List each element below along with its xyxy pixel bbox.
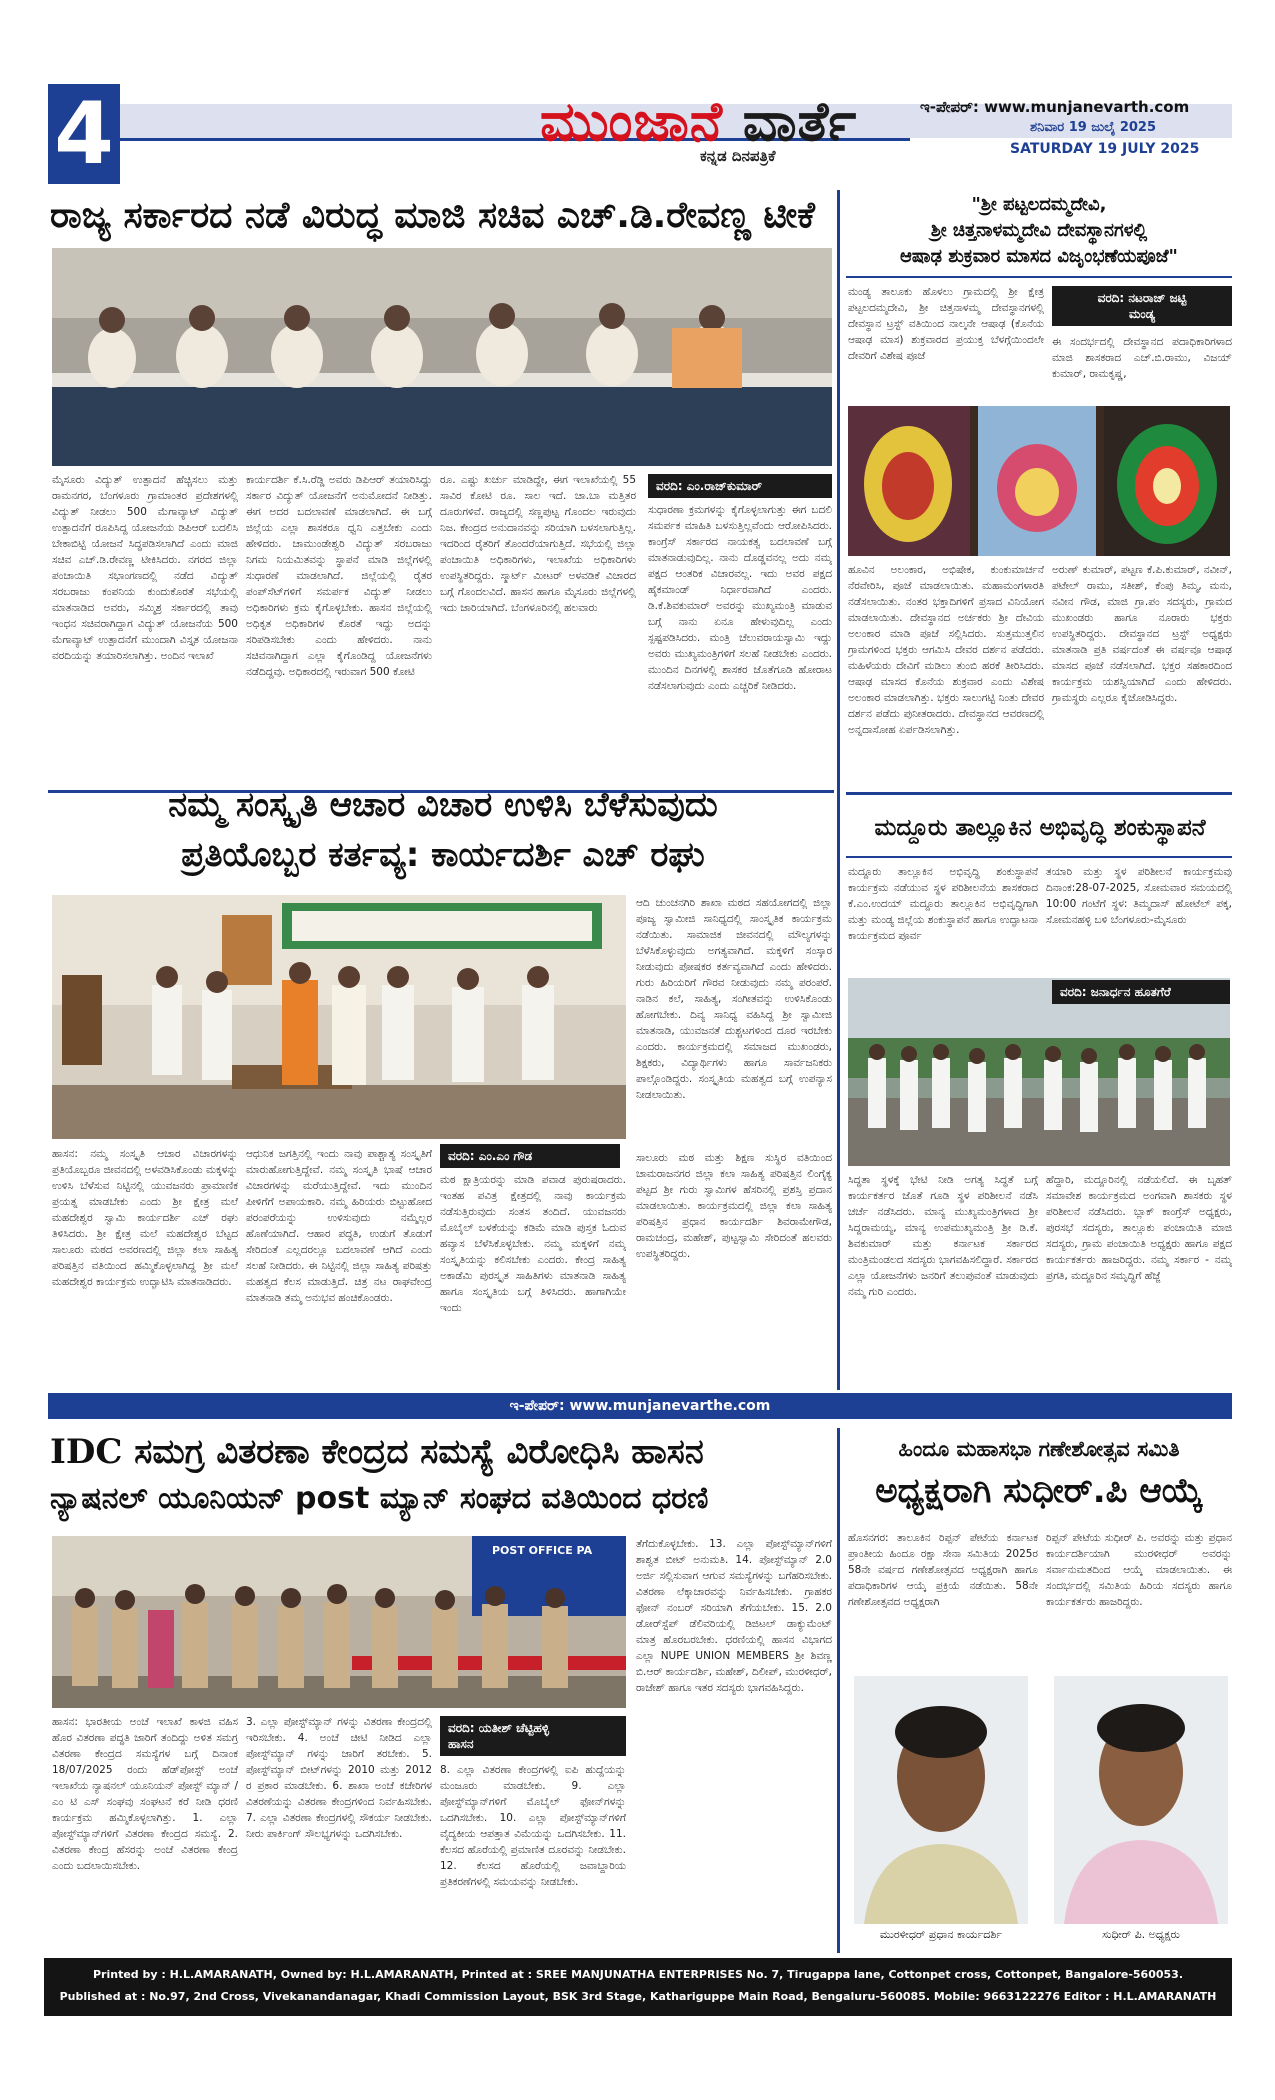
story6-column-2: ರಿಪ್ಪನ್ ಪೇಟೆಯ ಸುಧೀರ್ ಪಿ. ಅವರನ್ನು ಮತ್ತು ಪ್ರಧಾನ ಕಾರ್ಯದರ್ಶಿಯಾಗಿ ಮುರಳೀಧರ್ ಅವರನ್ನು ಸರ್ವಾನುಮತದಿಂದ ಆಯ್ಕೆ ಮಾಡಲಾಯಿತು. ಈ ಸಂದರ್ಭದಲ್ಲಿ ಸಮಿತಿಯ ಹಿರಿಯ ಸದಸ್ಯರು ಹಾಗೂ ಕಾರ್ಯಕರ್ತರು ಹಾಜರಿದ್ದರು. <box>1046 1532 1232 1608</box>
story3-headline <box>50 780 836 880</box>
story5-column-4b <box>636 1714 832 1952</box>
story5-byline <box>440 1716 626 1756</box>
page-number: 4 <box>48 84 120 184</box>
story2-column-1a: ಮಂಡ್ಯ ತಾಲೂಕು ಹೊಳಲು ಗ್ರಾಮದಲ್ಲಿ ಶ್ರೀ ಕ್ಷೇತ್ರ ಪಟ್ಟಲದಮ್ಮದೇವಿ, ಶ್ರೀ ಚಿತ್ತನಾಳಮ್ಮ ದೇವಸ್ಥಾನಗಳಲ್ಲಿ ದೇವಸ್ಥಾನ ಟ್ರಸ್ಟ್ ವತಿಯಿಂದ ನಾಲ್ಕನೇ ಆಷಾಢ (ಕೊನೆಯ ಆಷಾಢ ಮಾಸ) ಶುಕ್ರವಾರದ ಪ್ರಯುಕ್ತ ಬೆಳಗ್ಗೆಯಿಂದಲೇ ದೇವರಿಗೆ ವಿಶೇಷ ಪೂಜೆ <box>848 286 1044 362</box>
newspaper-subtitle: ಕನ್ನಡ ದಿನಪತ್ರಿಕೆ <box>700 147 776 165</box>
story4-column-2a: ತಯಾರಿ ಮತ್ತು ಸ್ಥಳ ಪರಿಶೀಲನೆ ಕಾರ್ಯಕ್ರಮವು ದಿನಾಂಕ:28-07-2025, ಸೋಮವಾರ ಸಮಯದಲ್ಲಿ 10:00 ಗಂಟೆಗೆ ಸ್ಥಳ: ತಿಮ್ಮದಾಸ್ ಹೋಟೆಲ್ ಪಕ್ಕ, ಸೋಮನಹಳ್ಳಿ ಬಳಿ ಬೆಂಗಳೂರು-ಮೈಸೂರು <box>1046 866 1232 926</box>
epaper-link[interactable]: ಇ-ಪೇಪರ್: www.munjanevarth.com <box>920 98 1190 116</box>
story1-byline: ವರದಿ: ಎಂ.ರಾಜ್‌ಕುಮಾರ್ <box>648 474 832 498</box>
story1-photo <box>52 248 832 466</box>
footer-imprint <box>44 1958 1232 2016</box>
story3-byline: ವರದಿ: ಎಂ.ಎಂ ಗೌಡ <box>440 1144 620 1168</box>
story3-headline-line-1: ನಮ್ಮ ಸಂಸ್ಕೃತಿ ಆಚಾರ ವಿಚಾರ ಉಳಿಸಿ ಬೆಳೆಸುವುದು <box>168 785 718 825</box>
story5-column-1: ಹಾಸನ: ಭಾರತೀಯ ಅಂಚೆ ಇಲಾಖೆ ಕಾಳಜಿ ವಹಿಸ ಹೊರ ವಿತರಣಾ ಪದ್ಧತಿ ಜಾರಿಗೆ ತಂದಿದ್ದು ಅಳಿತ ಸಮಗ್ರ ವಿತರಣಾ ಕೇಂದ್ರದ ಸಮಸ್ಯೆಗಳ ಬಗ್ಗೆ ದಿನಾಂಕ 18/07/2025 ರಂದು ಹೆಡ್‌ಪೋಸ್ಟ್ ಅಂಚೆ ಇಲಾಖೆಯ ನ್ಯಾಷನಲ್ ಯೂನಿಯನ್ ಪೋಸ್ಟ್ ಮ್ಯಾನ್ / ಎಂ ಟಿ ಎಸ್ ಸಂಘವು ಸಂಘಟನೆ ಕರೆ ನೀಡಿ ಧರಣಿ ಕಾರ್ಯಕ್ರಮ ಹಮ್ಮಿಕೊಳ್ಳಲಾಗಿತ್ತು. 1. ಎಲ್ಲಾ ಪೋಸ್ಟ್‌ಮ್ಯಾನ್‌ಗಳಿಗೆ ವಿತರಣಾ ಕೇಂದ್ರದ ಸಮಸ್ಯೆ. 2. ವಿತರಣಾ ಕೇಂದ್ರ ಹೆಸರನ್ನು ಅಂಚೆ ವಿತರಣಾ ಕೇಂದ್ರ ಎಂದು ಬದಲಾಯಿಸಬೇಕು. <box>52 1716 238 1872</box>
column-divider <box>837 190 840 1390</box>
story2-headline <box>846 192 1232 270</box>
story4-photo <box>848 978 1230 1166</box>
story1-column-4: ಸುಧಾರಣಾ ಕ್ರಮಗಳನ್ನು ಕೈಗೊಳ್ಳಲಾಗುತ್ತು ಈಗ ಬದಲಿ ಸಮರ್ಪಕ ಮಾಹಿತಿ ಬಳಸುತ್ತಿಲ್ಲವೆಂದು ಆರೋಪಿಸಿದರು. ಕಾಂಗ್ರೆಸ್ ಸರ್ಕಾರದ ನಾಯಕತ್ವ ಬದಲಾವಣೆ ಬಗ್ಗೆ ಮಾತನಾಡುವುದಿಲ್ಲ. ನಾನು ದೊಡ್ಡವನಲ್ಲ ಅದು ನಮ್ಮ ಪಕ್ಷದ ಆಂತರಿಕ ವಿಚಾರವಲ್ಲ. ಇದು ಅವರ ಪಕ್ಷದ ಹೈಕಮಾಂಡ್ ನಿರ್ಧಾರವಾಗಿದೆ ಎಂದರು. ಡಿ.ಕೆ.ಶಿವಕುಮಾರ್ ಅವರನ್ನು ಮುಖ್ಯಮಂತ್ರಿ ಮಾಡುವ ಬಗ್ಗೆ ನಾನು ಏನೂ ಹೇಳುವುದಿಲ್ಲ ಎಂದು ಸ್ಪಷ್ಟಪಡಿಸಿದರು. ಮಂತ್ರಿ ಚೆಲುವರಾಯಸ್ವಾಮಿ ಇದ್ದು ಅವರು ಮುಖ್ಯಮಂತ್ರಿಗಳಿಗೆ ಸಲಹೆ ನೀಡಬೇಕು ಎಂದರು. ಮುಂದಿನ ದಿನಗಳಲ್ಲಿ ಶಾಸಕರ ಜೊತೆಗೂಡಿ ಹೋರಾಟ ನಡೆಸಲಾಗುವುದು ಎಂದು ಎಚ್ಚರಿಕೆ ನೀಡಿದರು. <box>648 504 832 692</box>
story6-photo-right <box>1054 1676 1228 1924</box>
story5-byline-line-1: ವರದಿ: ಯತೀಶ್ ಚೆಟ್ಟಿಹಳ್ಳಿ <box>448 1721 550 1735</box>
story4-column-1a: ಮದ್ದೂರು ತಾಲ್ಲೂಕಿನ ಅಭಿವೃದ್ಧಿ ಶಂಕುಸ್ಥಾಪನೆ ಕಾರ್ಯಕ್ರಮ ನಡೆಯುವ ಸ್ಥಳ ಪರಿಶೀಲನೆಯ ಶಾಸಕರಾದ ಕೆ.ಎಂ.ಉದಯ್ ಮದ್ದೂರು ತಾಲ್ಲೂಕಿನ ಅಭಿವೃದ್ಧಿಗಾಗಿ ಮತ್ತು ಮಂಡ್ಯ ಜಿಲ್ಲೆಯ ಶಂಕುಸ್ಥಾಪನೆ ಹಾಗೂ ಉದ್ಘಾಟನಾ ಕಾರ್ಯಕ್ರಮದ ಪೂರ್ವ <box>848 866 1038 942</box>
story4-rule <box>846 856 1232 858</box>
story2-column-2b: ಅರುಣ್ ಕುಮಾರ್, ಪಟ್ಟಣ ಕೆ.ಪಿ.ಕುಮಾರ್, ನವೀನ್, ಪಟೇಲ್ ರಾಮು, ಸತೀಶ್, ಕೆಂಪು ತಿಮ್ಮ, ಮನು, ನವೀನ ಗೌಡ, ಮಾಜಿ ಗ್ರಾ.ಪಂ ಸದಸ್ಯರು, ಗ್ರಾಮದ ಮುಖಂಡರು ಹಾಗೂ ನೂರಾರು ಭಕ್ತರು ಉಪಸ್ಥಿತರಿದ್ದರು. ದೇವಸ್ಥಾನದ ಟ್ರಸ್ಟ್ ಅಧ್ಯಕ್ಷರು ಮಾತನಾಡಿ ಪ್ರತಿ ವರ್ಷದಂತೆ ಈ ವರ್ಷವೂ ಆಷಾಢ ಮಾಸದ ಪೂಜೆ ನಡೆಸಲಾಗಿದೆ. ಭಕ್ತರ ಸಹಕಾರದಿಂದ ಕಾರ್ಯಕ್ರಮ ಯಶಸ್ವಿಯಾಗಿದೆ ಎಂದು ಹೇಳಿದರು. ಗ್ರಾಮಸ್ಥರು ಎಲ್ಲರೂ ಕೈಜೋಡಿಸಿದ್ದರು. <box>1052 564 1232 704</box>
story2-photo <box>848 406 1230 556</box>
story1-column-2: ಕಾರ್ಯದರ್ಶಿ ಕೆ.ಸಿ.ರೆಡ್ಡಿ ಅವರು ಡಿಪಿಆರ್ ತಯಾರಿಸಿದ್ದು ಸರ್ಕಾರ ವಿದ್ಯುತ್ ಯೋಜನೆಗೆ ಅನುಮೋದನೆ ನೀಡಿತ್ತು. ಈಗ ಅದರ ಬದಲಾವಣೆ ಮಾಡಲಾಗಿದೆ. ಈ ಬಗ್ಗೆ ಜಿಲ್ಲೆಯ ಎಲ್ಲಾ ಶಾಸಕರೂ ಧ್ವನಿ ಎತ್ತಬೇಕು ಎಂದು ಹೇಳಿದರು. ಚಾಮುಂಡೇಶ್ವರಿ ವಿದ್ಯುತ್ ಸರಬರಾಜು ನಿಗಮ ನಿಯಮಿತವನ್ನು ಸ್ಥಾಪನೆ ಮಾಡಿ ಜಿಲ್ಲೆಗಳಲ್ಲಿ ಸುಧಾರಣೆ ಮಾಡಲಾಗಿದೆ. ಜಿಲ್ಲೆಯಲ್ಲಿ ರೈತರ ಪಂಪ್‌ಸೆಟ್‌ಗಳಿಗೆ ಸಮರ್ಪಕ ವಿದ್ಯುತ್ ನೀಡಲು ಅಧಿಕಾರಿಗಳು ಕ್ರಮ ಕೈಗೊಳ್ಳಬೇಕು. ಹಾಸನ ಜಿಲ್ಲೆಯಲ್ಲಿ ಅಧಿಕೃತ ಅಧಿಕಾರಿಗಳ ಕೊರತೆ ಇದ್ದು ಅದನ್ನು ಸರಿಪಡಿಸಬೇಕು ಎಂದು ಹೇಳಿದರು. ನಾನು ಸಚಿವನಾಗಿದ್ದಾಗ ಎಲ್ಲಾ ಕೈಗೊಂಡಿದ್ದ ಯೋಜನೆಗಳು ನಡೆದಿದ್ದವು. ಅಧಿಕಾರದಲ್ಲಿ ಇರುವಾಗ 500 ಕೋಟಿ <box>246 474 432 678</box>
story3-column-4: ಸಾಲೂರು ಮಠ ಮತ್ತು ಶಿಕ್ಷಣ ಸುಸ್ಥಿರ ವತಿಯಿಂದ ಚಾಮರಾಜನಗರ ಜಿಲ್ಲಾ ಕಲಾ ಸಾಹಿತ್ಯ ಪರಿಷತ್ತಿನ ಲಿಂಗೈಕ್ಯ ಪಟ್ಟದ ಶ್ರೀ ಗುರು ಸ್ವಾಮಿಗಳ ಹೆಸರಿನಲ್ಲಿ ಪ್ರಶಸ್ತಿ ಪ್ರದಾನ ಮಾಡಲಾಯಿತು. ಕಾರ್ಯಕ್ರಮದಲ್ಲಿ ಜಿಲ್ಲಾ ಕಲಾ ಸಾಹಿತ್ಯ ಪರಿಷತ್ತಿನ ಪ್ರಧಾನ ಕಾರ್ಯದರ್ಶಿ ಶಿವರಾಮೇಗೌಡ, ರಾಮಚಂದ್ರ, ಮಹೇಶ್, ಪುಟ್ಟಸ್ವಾಮಿ ಸೇರಿದಂತೆ ಹಲವರು ಉಪಸ್ಥಿತರಿದ್ದರು. <box>636 1152 832 1260</box>
story2-headline-line-1: "ಶ್ರೀ ಪಟ್ಟಲದಮ್ಮದೇವಿ, <box>971 194 1107 215</box>
story5-byline-line-2: ಹಾಸನ <box>448 1737 474 1751</box>
newspaper-title <box>540 92 857 152</box>
story2-column-2a: ಈ ಸಂದರ್ಭದಲ್ಲಿ ದೇವಸ್ಥಾನದ ಪದಾಧಿಕಾರಿಗಳಾದ ಮಾಜಿ ಶಾಸಕರಾದ ಎಚ್.ಬಿ.ರಾಮು, ವಿಜಯ್ ಕುಮಾರ್, ರಾಮಕೃಷ್ಣ, <box>1052 336 1232 380</box>
story5-headline-line-2: ನ್ಯಾಷನಲ್ ಯೂನಿಯನ್ post ಮ್ಯಾನ್ ಸಂಘದ ವತಿಯಿಂದ ಧರಣಿ <box>50 1481 709 1516</box>
story2-headline-line-2: ಶ್ರೀ ಚಿತ್ತನಾಳಮ್ಮದೇವಿ ದೇವಸ್ಥಾನಗಳಲ್ಲಿ <box>930 220 1148 241</box>
story3-column-1: ಹಾಸನ: ನಮ್ಮ ಸಂಸ್ಕೃತಿ ಆಚಾರ ವಿಚಾರಗಳನ್ನು ಪ್ರತಿಯೊಬ್ಬರೂ ಜೀವನದಲ್ಲಿ ಅಳವಡಿಸಿಕೊಂಡು ಮಕ್ಕಳನ್ನು ಉಳಿಸಿ ಬೆಳೆಸುವ ನಿಟ್ಟಿನಲ್ಲಿ ಯುವಜನರು ಪ್ರಾಮಾಣಿಕ ಪ್ರಯತ್ನ ಮಾಡಬೇಕು ಎಂದು ಶ್ರೀ ಕ್ಷೇತ್ರ ಮಲೆ ಮಹದೇಶ್ವರ ಸ್ವಾಮಿ ಕಾರ್ಯದರ್ಶಿ ಎಚ್ ರಘು ತಿಳಿಸಿದರು. ಶ್ರೀ ಕ್ಷೇತ್ರ ಮಲೆ ಮಹದೇಶ್ವರ ಬೆಟ್ಟದ ಸಾಲೂರು ಮಠದ ಅವರಣದಲ್ಲಿ ಜಿಲ್ಲಾ ಕಲಾ ಸಾಹಿತ್ಯ ಪರಿಷತ್ತಿನ ವತಿಯಿಂದ ಹಮ್ಮಿಕೊಳ್ಳಲಾಗಿದ್ದ ಶ್ರೀ ಮಲೆ ಮಹದೇಶ್ವರ ಕಾರ್ಯಕ್ರಮ ಉದ್ಘಾಟಿಸಿ ಮಾತನಾಡಿದರು. <box>52 1148 238 1288</box>
title-part-2: ವಾರ್ತೆ <box>742 90 858 153</box>
story6-caption-right: ಸುಧೀರ್ ಪಿ. ಅಧ್ಯಕ್ಷರು <box>1054 1926 1228 1944</box>
story1-column-1: ಮೈಸೂರು ವಿದ್ಯುತ್ ಉತ್ಪಾದನೆ ಹೆಚ್ಚಿಸಲು ಮತ್ತು ರಾಮನಗರ, ಬೆಂಗಳೂರು ಗ್ರಾಮಾಂತರ ಪ್ರದೇಶಗಳಲ್ಲಿ ವಿದ್ಯುತ್ ನೀಡಲು 500 ಮೆಗಾವ್ಯಾಟ್ ವಿದ್ಯುತ್ ಉತ್ಪಾದನೆಗೆ ರೂಪಿಸಿದ್ದ ಯೋಜನೆಯ ಡಿಪಿಆರ್ ಬದಲಿಸಿ ಬೇಕಾಬಿಟ್ಟಿ ಯೋಜನೆ ಸಿದ್ಧಪಡಿಸಲಾಗಿದೆ ಎಂದು ಮಾಜಿ ಸಚಿವ ಎಚ್.ಡಿ.ರೇವಣ್ಣ ಟೀಕಿಸಿದರು. ನಗರದ ಜಿಲ್ಲಾ ಪಂಚಾಯಿತಿ ಸಭಾಂಗಣದಲ್ಲಿ ನಡೆದ ವಿದ್ಯುತ್ ಸರಬರಾಜು ಕಂಪನಿಯ ಕುಂದುಕೊರತೆ ಸಭೆಯಲ್ಲಿ ಮಾತನಾಡಿದ ಅವರು, ಸಮ್ಮಿಶ್ರ ಸರ್ಕಾರದಲ್ಲಿ ತಾವು ಇಂಧನ ಸಚಿವರಾಗಿದ್ದಾಗ ವಿದ್ಯುತ್ ಯೋಜನೆಯ 500 ಮೆಗಾವ್ಯಾಟ್ ಉತ್ಪಾದನೆಗೆ ಮುಂದಾಗಿ ವಿಸ್ತೃತ ಯೋಜನಾ ವರದಿಯನ್ನು ತಯಾರಿಸಲಾಗಿತ್ತು. ಅಂದಿನ ಇಲಾಖೆ <box>52 474 238 662</box>
story3-column-3: ಮಠ ಕ್ಷಾತ್ರಿಯರನ್ನು ಮಾಡಿ ಪವಾಡ ಪುರುಷರಾದರು. ಇಂತಹ ಪವಿತ್ರ ಕ್ಷೇತ್ರದಲ್ಲಿ ನಾವು ಕಾರ್ಯಕ್ರಮ ನಡೆಸುತ್ತಿರುವುದು ಸಂತಸ ತಂದಿದೆ. ಯುವಜನರು ಮೊಬೈಲ್ ಬಳಕೆಯನ್ನು ಕಡಿಮೆ ಮಾಡಿ ಪುಸ್ತಕ ಓದುವ ಹವ್ಯಾಸ ಬೆಳೆಸಿಕೊಳ್ಳಬೇಕು. ನಮ್ಮ ಮಕ್ಕಳಿಗೆ ನಮ್ಮ ಸಂಸ್ಕೃತಿಯನ್ನು ಕಲಿಸಬೇಕು ಎಂದರು. ಕೇಂದ್ರ ಸಾಹಿತ್ಯ ಅಕಾಡೆಮಿ ಪುರಸ್ಕೃತ ಸಾಹಿತಿಗಳು ಮಾತನಾಡಿ ಸಾಹಿತ್ಯ ಹಾಗೂ ಸಂಸ್ಕೃತಿಯ ಬಗ್ಗೆ ತಿಳಿಸಿದರು. ಹಾಗಾಗಿಯೇ ಇಂದು <box>440 1174 626 1314</box>
story5-column-3: 8. ಎಲ್ಲಾ ವಿತರಣಾ ಕೇಂದ್ರಗಳಲ್ಲಿ ಐಪಿ ಹುದ್ದೆಯನ್ನು ಮಂಜೂರು ಮಾಡಬೇಕು. 9. ಎಲ್ಲಾ ಪೋಸ್ಟ್‌ಮ್ಯಾನ್‌ಗಳಿಗೆ ಮೊಬೈಲ್ ಫೋನ್‌ಗಳನ್ನು ಒದಗಿಸಬೇಕು. 10. ಎಲ್ಲಾ ಪೋಸ್ಟ್‌ಮ್ಯಾನ್‌ಗಳಿಗೆ ವೈದ್ಯಕೀಯ ಆಪತ್ತಾತ ವಿಮೆಯನ್ನು ಒದಗಿಸಬೇಕು. 11. ಕೆಲಸದ ಹೊರೆಯಲ್ಲಿ ಪ್ರಮಾಣಿತ ದೂರವನ್ನು ನೀಡಬೇಕು. 12. ಕೆಲಸದ ಹೊರೆಯಲ್ಲಿ ಜವಾಬ್ದಾರಿಯ ಪ್ರತಿಕರಣೆಗಳಲ್ಲಿ ಸಮಯವನ್ನು ನೀಡಬೇಕು. <box>440 1764 626 1888</box>
story2-byline-line-2: ಮಂಡ್ಯ <box>1128 307 1156 321</box>
column-divider-lower <box>837 1428 840 1953</box>
story3-headline-line-2: ಪ್ರತಿಯೊಬ್ಬರ ಕರ್ತವ್ಯ: ಕಾರ್ಯದರ್ಶಿ ಎಚ್ ರಘು <box>181 835 705 875</box>
footer-printed-by: Printed by : H.L.AMARANATH, Owned by: H.L.AMARANATH, Printed at : SREE MANJUNATHA ENTERPRISES No. 7, Tirugappa lane, Cottonpet cross, Cottonpet, Bangalore-560053. <box>92 1968 1183 1981</box>
title-part-1: ಮುಂಜಾನೆ <box>540 90 723 153</box>
story2-column-1b: ಹೂವಿನ ಅಲಂಕಾರ, ಅಭಿಷೇಕ, ಕುಂಕುಮಾರ್ಚನೆ ನೆರವೇರಿಸಿ, ಪೂಜೆ ಮಾಡಲಾಯಿತು. ಮಹಾಮಂಗಳಾರತಿ ನಡೆಸಲಾಯಿತು. ನಂತರ ಭಕ್ತಾದಿಗಳಿಗೆ ಪ್ರಸಾದ ವಿನಿಯೋಗ ಮಾಡಲಾಯಿತು. ದೇವಸ್ಥಾನದ ಅರ್ಚಕರು ಶ್ರೀ ದೇವಿಯ ಅಲಂಕಾರ ಮಾಡಿ ಪೂಜೆ ಸಲ್ಲಿಸಿದರು. ಸುತ್ತಮುತ್ತಲಿನ ಗ್ರಾಮಗಳಿಂದ ಭಕ್ತರು ಆಗಮಿಸಿ ದೇವರ ದರ್ಶನ ಪಡೆದರು. ಮಹಿಳೆಯರು ದೇವಿಗೆ ಮಡಿಲು ತುಂಬಿ ಹರಕೆ ತೀರಿಸಿದರು. ಆಷಾಢ ಮಾಸದ ಕೊನೆಯ ಶುಕ್ರವಾರ ಎಂದು ವಿಶೇಷ ಅಲಂಕಾರ ಮಾಡಲಾಗಿತ್ತು. ಭಕ್ತರು ಸಾಲುಗಟ್ಟಿ ನಿಂತು ದೇವರ ದರ್ಶನ ಪಡೆದು ಪುನೀತರಾದರು. ದೇವಸ್ಥಾನದ ಆವರಣದಲ್ಲಿ ಅನ್ನದಾಸೋಹ ಏರ್ಪಡಿಸಲಾಗಿತ್ತು. <box>848 564 1044 736</box>
story2-headline-line-3: ಆಷಾಢ ಶುಕ್ರವಾರ ಮಾಸದ ವಿಜೃಂಭಣೆಯಪೂಜೆ" <box>900 246 1178 267</box>
story4-headline: ಮದ್ದೂರು ತಾಲ್ಲೂಕಿನ ಅಭಿವೃದ್ಧಿ ಶಂಕುಸ್ಥಾಪನೆ <box>874 815 1206 841</box>
story6-headline <box>846 1432 1232 1516</box>
story5-column-2: 3. ಎಲ್ಲಾ ಪೋಸ್ಟ್‌ಮ್ಯಾನ್ ಗಳನ್ನು ವಿತರಣಾ ಕೇಂದ್ರದಲ್ಲಿ ಇರಿಸಬೇಕು. 4. ಅಂಚೆ ಚೀಟಿ ನೀಡಿದ ಎಲ್ಲಾ ಪೋಸ್ಟ್‌ಮ್ಯಾನ್ ಗಳನ್ನು ಜಾರಿಗೆ ತರಬೇಕು. 5. ಪೋಸ್ಟ್‌ಮ್ಯಾನ್ ಬೀಟ್‌ಗಳನ್ನು 2010 ಮತ್ತು 2012 ರ ಪ್ರಕಾರ ಮಾಡಬೇಕು. 6. ಶಾಖಾ ಅಂಚೆ ಕಚೇರಿಗಳ ವಿತರಣೆಯನ್ನು ವಿತರಣಾ ಕೇಂದ್ರಗಳಿಂದ ನಿರ್ವಹಿಸಬೇಕು. 7. ಎಲ್ಲಾ ವಿತರಣಾ ಕೇಂದ್ರಗಳಲ್ಲಿ ಸೌಕರ್ಯ ನೀಡಬೇಕು. ನೀರು ಪಾರ್ಕಿಂಗ್ ಸೌಲಭ್ಯಗಳನ್ನು ಒದಗಿಸಬೇಕು. <box>246 1716 432 1840</box>
story6-headline-line-1: ಹಿಂದೂ ಮಹಾಸಭಾ ಗಣೇಶೋತ್ಸವ ಸಮಿತಿ <box>898 1437 1180 1461</box>
story2-rule <box>846 276 1232 278</box>
story6-photo-left <box>854 1676 1028 1924</box>
date-english: SATURDAY 19 JULY 2025 <box>1010 141 1200 157</box>
story5-photo-sign: POST OFFICE PA <box>492 1544 593 1557</box>
story3-photo <box>52 895 626 1139</box>
story2-byline-line-1: ವರದಿ: ನಟರಾಜ್ ಜಟ್ಟಿ <box>1097 291 1187 305</box>
story5-headline-line-1: IDC ಸಮಗ್ರ ವಿತರಣಾ ಕೇಂದ್ರದ ಸಮಸ್ಯೆ ವಿರೋಧಿಸಿ ಹಾಸನ <box>50 1432 704 1472</box>
story1-column-3: ರೂ. ಎಷ್ಟು ಖರ್ಚು ಮಾಡಿದ್ದೇ, ಈಗ ಇಲಾಖೆಯಲ್ಲಿ 55 ಸಾವಿರ ಕೋಟಿ ರೂ. ಸಾಲ ಇದೆ. ಚಾ.ಬಾ ಮತ್ತಿತರ ದೂರುಗಳಿವೆ. ರಾಜ್ಯದಲ್ಲಿ ಸಣ್ಣಪುಟ್ಟ ಗೊಂದಲ ಇರುವುದು ನಿಜ. ಕೇಂದ್ರದ ಅನುದಾನವನ್ನು ಸರಿಯಾಗಿ ಬಳಸಲಾಗುತ್ತಿಲ್ಲ. ಇದರಿಂದ ರೈತರಿಗೆ ತೊಂದರೆಯಾಗುತ್ತಿದೆ. ಸಭೆಯಲ್ಲಿ ಜಿಲ್ಲಾ ಪಂಚಾಯಿತಿ ಅಧಿಕಾರಿಗಳು, ಇಲಾಖೆಯ ಅಧಿಕಾರಿಗಳು ಉಪಸ್ಥಿತರಿದ್ದರು. ಸ್ಮಾರ್ಟ್ ಮೀಟರ್ ಅಳವಡಿಕೆ ವಿಚಾರದ ಬಗ್ಗೆ ಗೊಂದಲವಿದೆ. ಹಾಸನ ಹಾಗೂ ಮೈಸೂರು ಜಿಲ್ಲೆಗಳಲ್ಲಿ ಇದು ಜಾರಿಯಾಗಿದೆ. ಬೆಂಗಳೂರಿನಲ್ಲಿ ಹಲವಾರು <box>440 474 636 614</box>
story3-column-2: ಆಧುನಿಕ ಜಗತ್ತಿನಲ್ಲಿ ಇಂದು ನಾವು ಪಾಶ್ಚಾತ್ಯ ಸಂಸ್ಕೃತಿಗೆ ಮಾರುಹೋಗುತ್ತಿದ್ದೇವೆ. ನಮ್ಮ ಸಂಸ್ಕೃತಿ ಭಾಷೆ ಆಚಾರ ವಿಚಾರಗಳನ್ನು ಮರೆಯುತ್ತಿದ್ದೇವೆ. ಇದು ಮುಂದಿನ ಪೀಳಿಗೆಗೆ ಅಪಾಯಕಾರಿ. ನಮ್ಮ ಹಿರಿಯರು ಬಿಟ್ಟುಹೋದ ಪರಂಪರೆಯನ್ನು ಉಳಿಸುವುದು ನಮ್ಮೆಲ್ಲರ ಹೊಣೆಯಾಗಿದೆ. ಆಹಾರ ಪದ್ಧತಿ, ಉಡುಗೆ ತೊಡುಗೆ ಸೇರಿದಂತೆ ಎಲ್ಲದರಲ್ಲೂ ಬದಲಾವಣೆ ಆಗಿದೆ ಎಂದು ಸಲಹೆ ನೀಡಿದರು. ಈ ನಿಟ್ಟಿನಲ್ಲಿ ಜಿಲ್ಲಾ ಸಾಹಿತ್ಯ ಪರಿಷತ್ತು ಮಹತ್ವದ ಕೆಲಸ ಮಾಡುತ್ತಿದೆ. ಚಿತ್ರ ನಟ ರಾಘವೇಂದ್ರ ಮಾತನಾಡಿ ತಮ್ಮ ಅನುಭವ ಹಂಚಿಕೊಂಡರು. <box>246 1148 432 1304</box>
story6-caption-left: ಮುರಳೀಧರ್ ಪ್ರಧಾನ ಕಾರ್ಯದರ್ಶಿ <box>854 1926 1028 1944</box>
date-kannada: ಶನಿವಾರ 19 ಜುಲೈ 2025 <box>1030 120 1157 135</box>
story3-column-right: ಆದಿ ಚುಂಚನಗಿರಿ ಶಾಖಾ ಮಠದ ಸಹಯೋಗದಲ್ಲಿ ಜಿಲ್ಲಾ ಪೂಜ್ಯ ಸ್ವಾಮೀಜಿ ಸಾನಿಧ್ಯದಲ್ಲಿ ಸಾಂಸ್ಕೃತಿಕ ಕಾರ್ಯಕ್ರಮ ನಡೆಯಿತು. ಸಾಮಾಜಿಕ ಜೀವನದಲ್ಲಿ ಮೌಲ್ಯಗಳನ್ನು ಬೆಳೆಸಿಕೊಳ್ಳುವುದು ಅಗತ್ಯವಾಗಿದೆ. ಮಕ್ಕಳಿಗೆ ಸಂಸ್ಕಾರ ನೀಡುವುದು ಪೋಷಕರ ಕರ್ತವ್ಯವಾಗಿದೆ ಎಂದು ಹೇಳಿದರು. ಗುರು ಹಿರಿಯರಿಗೆ ಗೌರವ ನೀಡುವುದು ನಮ್ಮ ಪರಂಪರೆ. ನಾಡಿನ ಕಲೆ, ಸಾಹಿತ್ಯ, ಸಂಗೀತವನ್ನು ಉಳಿಸಿಕೊಂಡು ಹೋಗಬೇಕು. ದಿವ್ಯ ಸಾನಿಧ್ಯ ವಹಿಸಿದ್ದ ಶ್ರೀ ಸ್ವಾಮೀಜಿ ಮಾತನಾಡಿ, ಯುವಜನತೆ ದುಶ್ಚಟಗಳಿಂದ ದೂರ ಇರಬೇಕು ಎಂದರು. ಕಾರ್ಯಕ್ರಮದಲ್ಲಿ ಸಮಾಜದ ಮುಖಂಡರು, ಶಿಕ್ಷಕರು, ವಿದ್ಯಾರ್ಥಿಗಳು ಹಾಗೂ ಸಾರ್ವಜನಿಕರು ಪಾಲ್ಗೊಂಡಿದ್ದರು. ಸಂಸ್ಕೃತಿಯ ಮಹತ್ವದ ಬಗ್ಗೆ ಉಪನ್ಯಾಸ ನೀಡಲಾಯಿತು. <box>636 897 832 1101</box>
story6-column-1: ಹೊಸನಗರ: ತಾಲೂಕಿನ ರಿಪ್ಪನ್ ಪೇಟೆಯ ಕರ್ನಾಟಕ ಪ್ರಾಂತೀಯ ಹಿಂದೂ ರಕ್ಷಾ ಸೇನಾ ಸಮಿತಿಯ 2025ರ 58ನೇ ವರ್ಷದ ಗಣೇಶೋತ್ಸವದ ಅಧ್ಯಕ್ಷರಾಗಿ ಹಾಗೂ ಪದಾಧಿಕಾರಿಗಳ ಆಯ್ಕೆ ಪ್ರಕ್ರಿಯೆ ನಡೆಯಿತು. 58ನೇ ಗಣೇಶೋತ್ಸವದ ಅಧ್ಯಕ್ಷರಾಗಿ <box>848 1532 1038 1608</box>
story5-photo <box>52 1536 626 1708</box>
story5-headline <box>50 1428 836 1522</box>
footer-published-at: Published at : No.97, 2nd Cross, Vivekanandanagar, Khadi Commission Layout, BSK 3rd Stage, Kathariguppe Main Road, Bengaluru-560085. Mobile: 9663122276 Editor : H.L.AMARANATH <box>59 1990 1217 2003</box>
story6-headline-line-2: ಅಧ್ಯಕ್ಷರಾಗಿ ಸುಧೀರ್.ಪಿ ಆಯ್ಕೆ <box>875 1471 1203 1511</box>
story2-byline <box>1052 286 1232 326</box>
story4-rule-top <box>846 792 1232 795</box>
story4-column-1b: ಸಿದ್ಧತಾ ಸ್ಥಳಕ್ಕೆ ಭೇಟಿ ನೀಡಿ ಅಗತ್ಯ ಸಿದ್ಧತೆ ಬಗ್ಗೆ ಕಾರ್ಯಕರ್ತರ ಜೊತೆ ಗೂಡಿ ಸ್ಥಳ ಪರಿಶೀಲನೆ ನಡೆಸಿ ಚರ್ಚೆ ನಡೆಸಿದರು. ಮಾನ್ಯ ಮುಖ್ಯಮಂತ್ರಿಗಳಾದ ಶ್ರೀ ಸಿದ್ದರಾಮಯ್ಯ, ಮಾನ್ಯ ಉಪಮುಖ್ಯಮಂತ್ರಿ ಶ್ರೀ ಡಿ.ಕೆ. ಶಿವಕುಮಾರ್ ಮತ್ತು ಕರ್ನಾಟಕ ಸರ್ಕಾರದ ಮಂತ್ರಿಮಂಡಲದ ಸದಸ್ಯರು ಭಾಗವಹಿಸಲಿದ್ದಾರೆ. ಸರ್ಕಾರದ ಎಲ್ಲಾ ಯೋಜನೆಗಳು ಜನರಿಗೆ ತಲುಪುವಂತೆ ಮಾಡುವುದು ನಮ್ಮ ಗುರಿ ಎಂದರು. <box>848 1174 1038 1298</box>
story1-headline: ರಾಜ್ಯ ಸರ್ಕಾರದ ನಡೆ ವಿರುದ್ಧ ಮಾಜಿ ಸಚಿವ ಎಚ್.ಡಿ.ರೇವಣ್ಣ ಟೀಕೆ <box>50 195 815 236</box>
story4-column-2b: ಹೆದ್ದಾರಿ, ಮದ್ದೂರಿನಲ್ಲಿ ನಡೆಯಲಿದೆ. ಈ ಬೃಹತ್ ಸಮಾವೇಶ ಕಾರ್ಯಕ್ರಮದ ಅಂಗವಾಗಿ ಶಾಸಕರು ಸ್ಥಳ ಪರಿಶೀಲನೆ ನಡೆಸಿದರು. ಬ್ಲಾಕ್ ಕಾಂಗ್ರೆಸ್ ಅಧ್ಯಕ್ಷರು, ಪುರಸಭೆ ಸದಸ್ಯರು, ತಾಲ್ಲೂಕು ಪಂಚಾಯಿತಿ ಮಾಜಿ ಸದಸ್ಯರು, ಗ್ರಾಮ ಪಂಚಾಯಿತಿ ಅಧ್ಯಕ್ಷರು ಹಾಗೂ ಪಕ್ಷದ ಕಾರ್ಯಕರ್ತರು ಹಾಜರಿದ್ದರು. ನಮ್ಮ ಸರ್ಕಾರ - ನಮ್ಮ ಪ್ರಗತಿ, ಮದ್ದೂರಿನ ಸಮೃದ್ಧಿಗೆ ಹೆಜ್ಜೆ <box>1046 1174 1232 1282</box>
epaper-band[interactable]: ಇ-ಪೇಪರ್: www.munjanevarthe.com <box>48 1393 1232 1419</box>
story4-byline: ವರದಿ: ಜನಾರ್ಧನ ಹೂತಗೆರೆ <box>1052 980 1230 1004</box>
story5-column-4a: ತೆಗೆದುಕೊಳ್ಳಬೇಕು. 13. ಎಲ್ಲಾ ಪೋಸ್ಟ್‌ಮ್ಯಾನ್‌ಗಳಿಗೆ ಶಾಶ್ವತ ಬೀಟ್ ಅನುಮತಿ. 14. ಪೋಸ್ಟ್‌ಮ್ಯಾನ್ 2.0 ಅರ್ಜಿ ಸಲ್ಲಿಸುವಾಗ ಆಗುವ ಸಮಸ್ಯೆಗಳನ್ನು ಬಗೆಹರಿಸಬೇಕು. ವಿತರಣಾ ಲೆಕ್ಕಾಚಾರವನ್ನು ನಿರ್ವಹಿಸಬೇಕು. ಗ್ರಾಹಕರ ಫೋನ್ ನಂಬರ್ ಸರಿಯಾಗಿ ತೆಗೆಯಬೇಕು. 15. 2.0 ಡೋರ್‌ಸ್ಟೆಪ್ ಡೆಲಿವರಿಯಲ್ಲಿ ಡಿಜಿಟಲ್ ಡಾಕ್ಯುಮೆಂಟ್ ಮಾತ್ರ ಹೊರಬರಬೇಕು. ಧರಣಿಯಲ್ಲಿ ಹಾಸನ ವಿಭಾಗದ ಎಲ್ಲಾ NUPE UNION MEMBERS ಶ್ರೀ ಶಿವಣ್ಣ ಬಿ.ಆರ್ ಕಾರ್ಯದರ್ಶಿ, ಮಹೇಶ್, ದಿಲೀಪ್, ಮುರಳೀಧರ್, ರಾಜೇಶ್ ಹಾಗೂ ಇತರ ಸದಸ್ಯರು ಭಾಗವಹಿಸಿದ್ದರು. <box>636 1538 832 1694</box>
